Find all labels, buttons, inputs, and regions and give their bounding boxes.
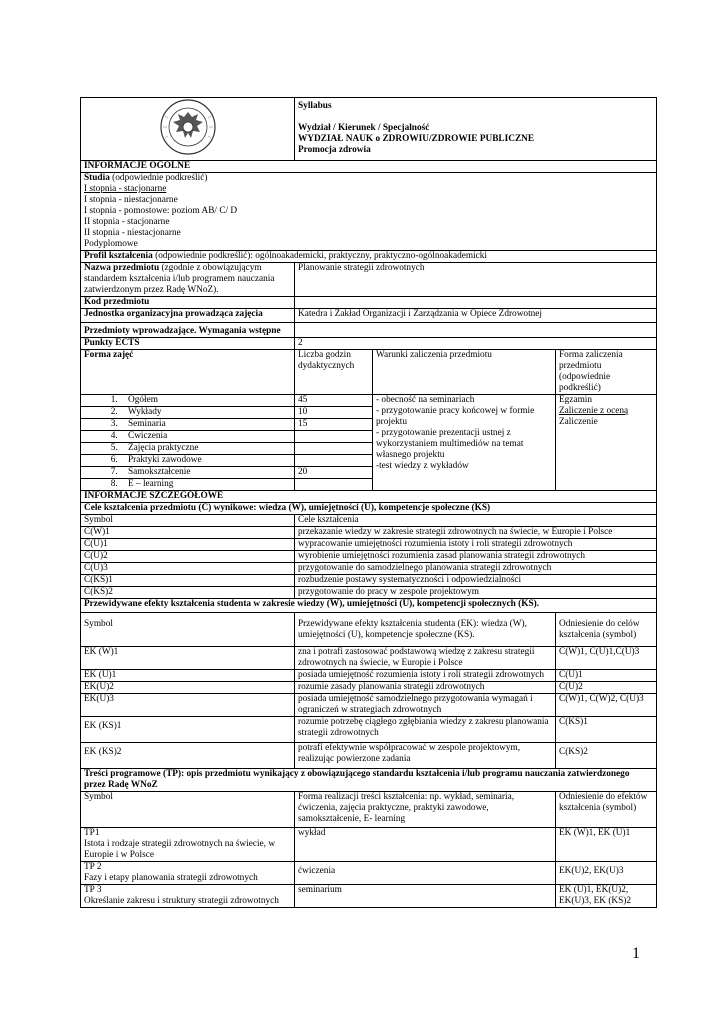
content-row [81,828,657,862]
goal-symbol: C(W)1 [81,527,295,539]
studia-hint: (odpowiednie podkreślić) [112,173,208,183]
content-symbol-cell [81,828,295,862]
effect-symbol: EK (W)1 [81,647,295,670]
content-form: seminarium [295,885,556,908]
page-number: 1 [632,945,640,962]
jednostka-label: Jednostka organizacyjna prowadząca zajęcia [81,309,295,323]
header-cell [295,98,657,161]
form-item: 1. Ogółem [120,395,291,406]
form-item: 8. E – learning [120,479,291,490]
content-desc: Określanie zakresu i struktury strategii zdrowotnych [84,896,279,906]
content-symbol: TP 3 [84,885,102,895]
content-symbol: TP 2 [84,862,102,872]
jednostka-value: Katedra i Zakład Organizacji i Zarządzania w Opiece Zdrowotnej [295,309,657,323]
content-symbol-cell [81,862,295,885]
effect-text: potrafi efektywnie współpracować w zespole projektowym, realizując powierzone zadania [295,743,556,769]
form-item: 4. Ćwiczenia [120,431,291,442]
goals-col-goal: Cele kształcenia [295,515,657,527]
content-ref: EK (U)1, EK(U)2, EK(U)3, EK (KS)2 [556,885,657,908]
content-row [81,862,657,885]
goal-text: rozbudzenie postawy systematyczności i odpowiedzialności [295,575,657,587]
effect-row [81,743,657,769]
effect-ref: C(U)1 [556,670,657,682]
warunek-item: - przygotowanie prezentacji ustnej z wykorzystaniem multimediów na temat własnego projektu [376,428,524,460]
studia-label: Studia [84,173,110,183]
content-col-form: Forma realizacji treści kształcenia: np. wykład, seminaria, ćwiczenia, zajęcia praktyczne, praktyki zawodowe, samokształcenie, E- learning [295,792,556,828]
studia-option: I stopnia - niestacjonarne [84,195,178,205]
goal-row [81,539,657,551]
warunek-item: - przygotowanie pracy końcowej w formie projektu [376,406,535,427]
warunek-item: - obecność na seminariach [376,395,475,405]
hours-cell: 15 [295,419,373,431]
effect-ref: C(U)2 [556,682,657,694]
liczba-label: Liczba godzin dydaktycznych [295,350,373,395]
goal-row [81,527,657,539]
goal-text: przygotowanie do pracy w zespole projektowym [295,587,657,599]
content-form: wykład [295,828,556,862]
goal-text: przekazanie wiedzy w zakresie strategii zdrowotnych na świecie, w Europie i Polsce [295,527,657,539]
effects-col-symbol: Symbol [81,613,295,647]
effect-row [81,670,657,682]
form-item: 3. Seminaria [120,419,291,430]
przedmioty-value [295,323,657,338]
effect-text: rozumie zasady planowania strategii zdrowotnych [295,682,556,694]
form-item: 7. Samokształcenie [120,467,291,478]
form-row [81,479,295,491]
form-item: 5. Zajęcia praktyczne [120,443,291,454]
effect-symbol: EK(U)2 [81,682,295,694]
syllabus-table [80,97,657,908]
hours-cell: 20 [295,467,373,479]
university-seal-icon [153,98,223,156]
kod-label: Kod przedmiotu [81,297,295,309]
goals-heading: Cele kształcenia przedmiotu (C) wynikowe: wiedza (W), umiejętności (U), kompetencje społeczne (KS) [81,503,657,515]
effects-col-ref: Odniesienie do celów kształcenia (symbol) [556,613,657,647]
syllabus-title: Syllabus [298,101,332,111]
studia-option: I stopnia - pomostowe: poziom AB/ C/ D [84,206,238,216]
specialty-name: Promocja zdrowia [298,145,371,155]
goal-symbol: C(KS)1 [81,575,295,587]
goal-row [81,575,657,587]
hours-cell [295,443,373,455]
hours-cell: 45 [295,395,373,407]
forma-zal-cell [556,395,657,491]
goal-text: przygotowanie do samodzielnego planowania strategii zdrowotnych [295,563,657,575]
effect-text: posiada umiejętność rozumienia istoty i roli strategii zdrowotnych [295,670,556,682]
hours-cell: 10 [295,407,373,419]
form-row [81,455,295,467]
content-col-ref: Odniesienie do efektów kształcenia (symbol) [556,792,657,828]
content-symbol-cell [81,885,295,908]
content-row [81,885,657,908]
nazwa-value: Planowanie strategii zdrowotnych [295,263,657,297]
forma-zal-item: Zaliczenie z oceną [559,406,629,416]
form-item: 6. Praktyki zawodowe [120,455,291,466]
goal-symbol: C(U)2 [81,551,295,563]
effect-ref: C(KS)2 [556,743,657,769]
detailed-info-heading: INFORMACJE SZCZEGÓŁOWE [81,491,657,503]
effect-row [81,682,657,694]
content-col-symbol: Symbol [81,792,295,828]
forma-zal-item: Zaliczenie [559,417,598,427]
effect-ref: C(W)1, C(U)1,C(U)3 [556,647,657,670]
effect-symbol: EK (KS)1 [81,717,295,743]
content-form: ćwiczenia [295,862,556,885]
goal-text: wyrobienie umiejętności rozumienia zasad planowania strategii zdrowotnych [295,551,657,563]
nazwa-cell [81,263,295,297]
profil-cell [81,251,657,263]
studia-option: I stopnia - stacjonarne [84,184,167,194]
form-item: 2. Wykłady [120,407,291,418]
goal-row [81,587,657,599]
studia-option: II stopnia - stacjonarne [84,217,170,227]
profil-label: Profil kształcenia [84,251,153,261]
profil-options: (odpowiednie podkreślić): ogólnoakademicki, praktyczny, praktyczno-ogólnoakademicki [152,251,488,261]
ects-value: 2 [295,338,657,350]
content-heading: Treści programowe (TP): opis przedmiotu wynikający z obowiązującego standardu kształcenia i/lub programu nauczania zatwierdzonego przez Radę WNoZ [81,769,657,792]
faculty-label: Wydział / Kierunek / Specjalność [298,123,430,133]
effect-ref: C(KS)1 [556,717,657,743]
forma-zal-label: Forma zaliczenia przedmiotu (odpowiednie podkreślić) [556,350,657,395]
effect-text: zna i potrafi zastosować podstawową wiedzę z zakresu strategii zdrowotnych na świecie, w Europie i Polsce [295,647,556,670]
effect-symbol: EK (KS)2 [81,743,295,769]
warunki-label: Warunki zaliczenia przedmiotu [373,350,556,395]
effect-symbol: EK(U)3 [81,694,295,717]
nazwa-hint: (zgodnie z obowiązującym standardem kształcenia i/lub programem nauczania zatwierdzonym przez Radę WNoZ). [84,263,275,295]
effect-symbol: EK (U)1 [81,670,295,682]
form-row [81,419,295,431]
effect-row [81,647,657,670]
studia-cell [81,173,657,251]
content-ref: EK(U)2, EK(U)3 [556,862,657,885]
forma-zal-item: Egzamin [559,395,593,405]
effects-heading: Przewidywane efekty kształcenia studenta w zakresie wiedzy (W), umiejętności (U), kompetencji społecznych (KS). [81,599,657,613]
hours-cell [295,431,373,443]
form-row [81,467,295,479]
nazwa-label: Nazwa przedmiotu [84,263,160,273]
effects-col-effect: Przewidywane efekty kształcenia studenta (EK): wiedza (W), umiejętności (U), kompetencje społeczne (KS). [295,613,556,647]
warunek-item: -test wiedzy z wykładów [376,461,469,471]
hours-cell [295,479,373,491]
goal-text: wypracowanie umiejętności rozumienia istoty i roli strategii zdrowotnych [295,539,657,551]
content-symbol: TP1 [84,828,100,838]
general-info-heading: INFORMACJE OGÓLNE [81,161,657,173]
goal-symbol: C(U)1 [81,539,295,551]
goals-col-symbol: Symbol [81,515,295,527]
studia-option: II stopnia - niestacjonarne [84,228,181,238]
content-desc: Fazy i etapy planowania strategii zdrowotnych [84,873,258,883]
goal-symbol: C(U)3 [81,563,295,575]
effect-ref: C(W)1, C(W)2, C(U)3 [556,694,657,717]
effect-text: rozumie potrzebę ciągłego zgłębiania wiedzy z zakresu planowania strategii zdrowotnych [295,717,556,743]
form-row [81,443,295,455]
hours-cell [295,455,373,467]
form-row [81,407,295,419]
university-logo-cell [81,98,295,161]
form-row [81,395,295,407]
content-desc: Istota i rodzaje strategii zdrowotnych na świecie, w Europie i w Polsce [84,839,276,860]
effect-text: posiada umiejętność samodzielnego przygotowania wymagań i ograniczeń w strategiach zdrowotnych [295,694,556,717]
przedmioty-label: Przedmioty wprowadzające. Wymagania wstępne [81,323,295,338]
faculty-name: WYDZIAŁ NAUK o ZDROWIU/ZDROWIE PUBLICZNE [298,134,535,144]
ects-label: Punkty ECTS [81,338,295,350]
goal-row [81,563,657,575]
effect-row [81,694,657,717]
content-ref: EK (W)1, EK (U)1 [556,828,657,862]
warunki-cell [373,395,556,491]
effect-row [81,717,657,743]
form-row [81,431,295,443]
goal-row [81,551,657,563]
kod-value [295,297,657,309]
goal-symbol: C(KS)2 [81,587,295,599]
studia-option: Podyplomowe [84,239,138,249]
forma-label: Forma zajęć [81,350,295,395]
